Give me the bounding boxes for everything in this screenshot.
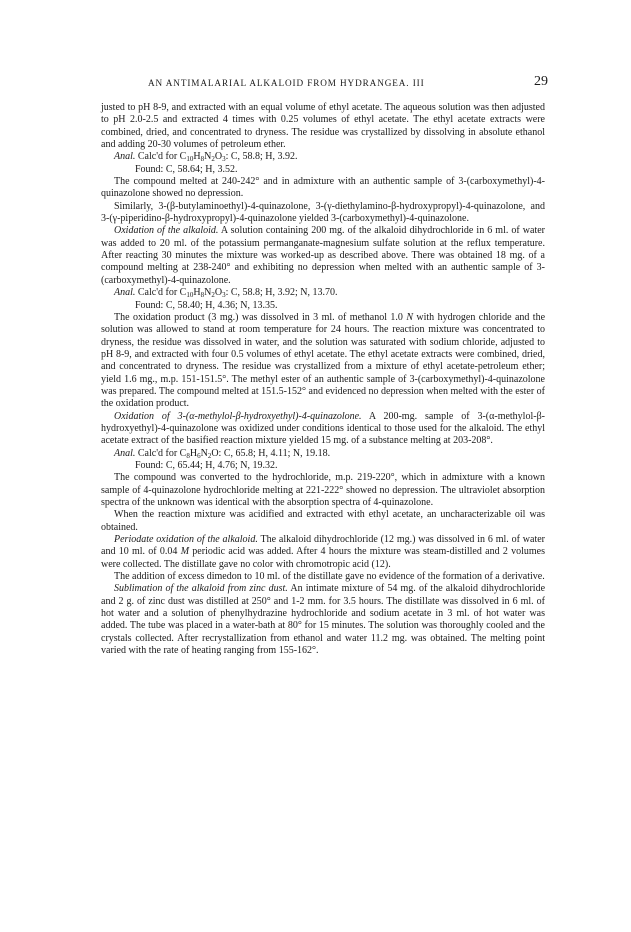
paragraph-continuation: justed to pH 8-9, and extracted with an equal volume of ethyl acetate. The aqueous solution was then adjusted to pH 2.0-2.5 and extracted 4 times with 0.25 volumes of ethyl acetate. The ethyl acetate extracts were combined, dried, and concentrated to dryness. The residue was crystallized by dissolving in absolute ethanol and adding 20-30 volumes of petroleum ether.: [101, 102, 545, 151]
body-text: [101, 102, 545, 657]
paragraph: The oxidation product (3 mg.) was dissolved in 3 ml. of methanol 1.0 N with hydrogen chloride and the solution was allowed to stand at room temperature for 24 hours. The reaction mixture was concentrated to dryness, the residue was dissolved in water, and the solution was saturated with sodium chloride, adjusted to pH 8-9, and extracted with four 0.5 volumes of ethyl acetate. The ethyl acetate extracts were combined, dried, and concentrated to dryness. The residue was crystallized from a mixture of ethyl acetate-petroleum ether; yield 1.6 mg., m.p. 151-151.5°. The methyl ester of an authentic sample of 3-(carboxymethyl)-4-quinazolone was prepared. The compound melted at 151.5-152° and evidenced no depression when melted with the ester of the oxidation product.: [101, 311, 546, 410]
analysis-found: Found: C, 65.44; H, 4.76; N, 19.32.: [135, 459, 278, 471]
running-head: [0, 74, 631, 94]
paragraph: The compound was converted to the hydrochloride, m.p. 219-220°, which in admixture with a known sample of 4-quinazolone hydrochloride melting at 221-222° showed no depression. The ultraviolet absorption spectra of the unknown was identical with the absorption spectra of 4-quinazolone.: [101, 472, 545, 508]
paragraph: The compound melted at 240-242° and in admixture with an authentic sample of 3-(carboxymethyl)-4-quinazolone showed no depression.: [101, 176, 545, 200]
paragraph-oxidation: Oxidation of 3-(α-methylol-β-hydroxyethyl)-4-quinazolone. A 200-mg. sample of 3-(α-methylol-β-hydroxyethyl)-4-quinazolone was oxidized under conditions identical to those used for the alkaloid. The ethyl acetate extract of the basified reaction mixture yielded 15 mg. of a substance melting at 203-208°.: [101, 410, 545, 447]
paragraph: Similarly, 3-(β-butylaminoethyl)-4-quinazolone, 3-(γ-diethylamino-β-hydroxypropyl)-4-quinazolone, and 3-(γ-piperidino-β-hydroxypropyl)-4-quinazolone yielded 3-(carboxymethyl)-4-quinazolone.: [101, 200, 545, 225]
paragraph: When the reaction mixture was acidified and extracted with ethyl acetate, an uncharacterizable oil was obtained.: [101, 509, 545, 533]
paragraph-periodate: Periodate oxidation of the alkaloid. The alkaloid dihydrochloride (12 mg.) was dissolved in 6 ml. of water and 10 ml. of 0.04 M periodic acid was added. After 4 hours the mixture was steam-distilled and 2 volumes were collected. The distillate gave no color with chromotropic acid (12).: [101, 534, 546, 570]
page-number: 29: [534, 74, 548, 89]
running-title: AN ANTIMALARIAL ALKALOID FROM HYDRANGEA. III: [148, 78, 425, 88]
analysis-calc: Anal. Calc'd for $C_8H_6N_2O$: C, 65.8; H, 4.11; N, 19.18.: [114, 447, 331, 460]
analysis-found: Found: C, 58.64; H, 3.52.: [135, 163, 238, 175]
paragraph-sublimation: Sublimation of the alkaloid from zinc dust. An intimate mixture of 54 mg. of the alkaloid dihydrochloride and 2 g. of zinc dust was distilled at 250° and 1-2 mm. for 3.5 hours. The distillate was dissolved in 6 ml. of hot water and a solution of phenylhydrazine hydrochloride and sodium acetate in 3 ml. of hot water was added. The tube was placed in a water-bath at 80° for 15 minutes. The solution was thoroughly cooled and the crystals collected. After recrystallization from ethanol and water 11.2 mg. was obtained. The melting point varied with the rate of heating ranging from 155-162°.: [101, 583, 546, 657]
section-lead: Oxidation of 3-(α-methylol-β-hydroxyethyl)-4-quinazolone.: [114, 410, 362, 422]
section-lead: Sublimation of the alkaloid from zinc dust.: [114, 583, 288, 595]
section-lead: Oxidation of the alkaloid.: [114, 225, 219, 237]
paragraph: The addition of excess dimedon to 10 ml. of the distillate gave no evidence of the formation of a derivative.: [114, 571, 545, 583]
paragraph-oxidation: Oxidation of the alkaloid. A solution containing 200 mg. of the alkaloid dihydrochloride in 6 ml. of water was added to 20 ml. of the potassium permanganate-magnesium sulfate solution at the reflux temperature. After reacting 30 minutes the mixture was worked-up as described above. There was obtained 18 mg. of a compound melting at 238-240° and exhibiting no depression when melted with an authentic sample of 3-(carboxymethyl)-4-quinazolone.: [101, 225, 545, 286]
section-lead: Periodate oxidation of the alkaloid.: [114, 534, 258, 546]
analysis-calc: Anal. Calc'd for $C_{10}H_8N_2O_3$: C, 58.8; H, 3.92; N, 13.70.: [114, 287, 338, 300]
analysis-calc: Anal. Calc'd for $C_{10}H_8N_2O_3$: C, 58.8; H, 3.92.: [114, 151, 298, 164]
analysis-found: Found: C, 58.40; H, 4.36; N, 13.35.: [135, 299, 278, 311]
